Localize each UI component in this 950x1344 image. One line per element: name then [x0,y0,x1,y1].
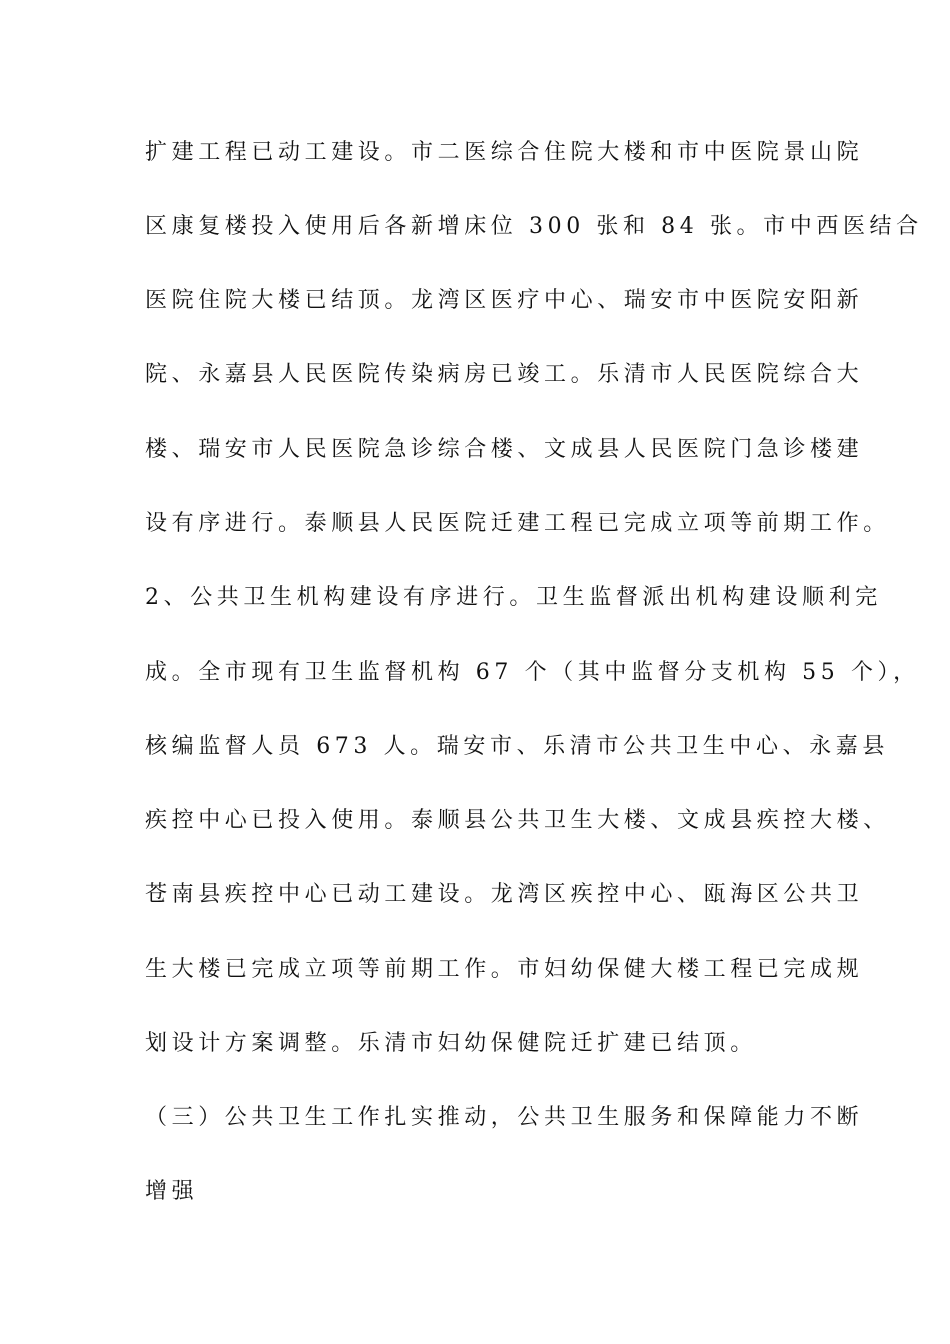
text-line-13: 划设计方案调整。乐清市妇幼保健院迁扩建已结顶。 [145,1031,757,1056]
text-line-11: 苍南县疾控中心已动工建设。龙湾区疾控中心、瓯海区公共卫 [145,882,864,907]
text-line-12: 生大楼已完成立项等前期工作。市妇幼保健大楼工程已完成规 [145,957,864,982]
text-line-1: 扩建工程已动工建设。市二医综合住院大楼和市中医院景山院 [145,140,864,165]
text-line-6: 设有序进行。泰顺县人民医院迁建工程已完成立项等前期工作。 [145,511,890,536]
text-line-3: 医院住院大楼已结顶。龙湾区医疗中心、瑞安市中医院安阳新 [145,288,864,313]
section-heading-3-cont: 增强 [145,1179,199,1204]
text-line-4: 院、永嘉县人民医院传染病房已竣工。乐清市人民医院综合大 [145,362,864,387]
section-item-2-start: 2、公共卫生机构建设有序进行。卫生监督派出机构建设顺利完 [145,585,882,610]
text-line-2: 区康复楼投入使用后各新增床位 300 张和 84 张。市中西医结合 [145,214,923,239]
text-line-8: 成。全市现有卫生监督机构 67 个（其中监督分支机构 55 个）， [145,660,920,685]
text-line-9: 核编监督人员 673 人。瑞安市、乐清市公共卫生中心、永嘉县 [145,734,889,759]
text-line-5: 楼、瑞安市人民医院急诊综合楼、文成县人民医院门急诊楼建 [145,437,864,462]
section-heading-3: （三）公共卫生工作扎实推动，公共卫生服务和保障能力不断 [145,1105,864,1130]
text-line-10: 疾控中心已投入使用。泰顺县公共卫生大楼、文成县疾控大楼、 [145,808,890,833]
